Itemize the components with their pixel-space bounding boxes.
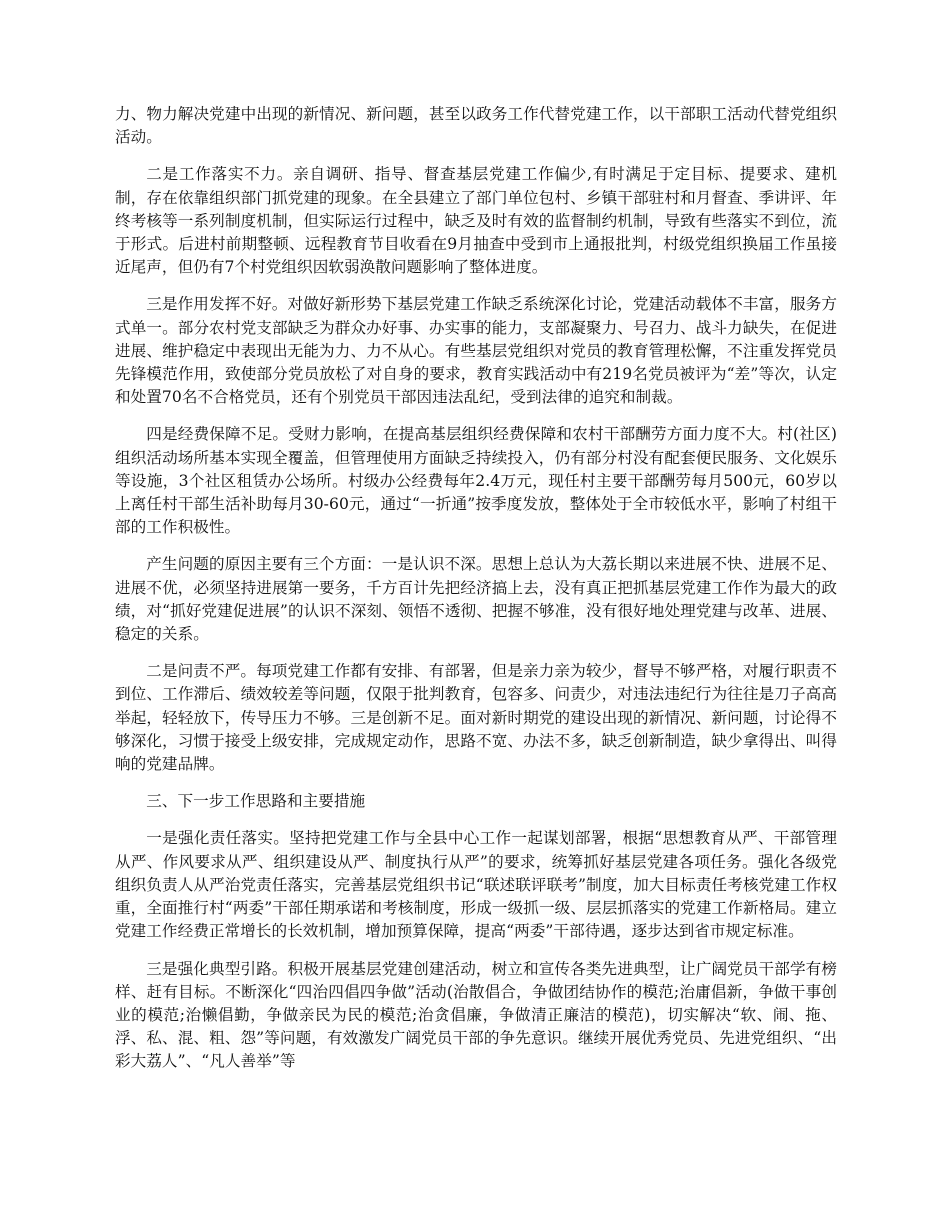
paragraph-responsibility: 一是强化责任落实。坚持把党建工作与全县中心工作一起谋划部署，根据“思想教育从严、干部管理从严、作风要求从严、组织建设从严、制度执行从严”的要求，统筹抓好基层党建各项任务。强化各级党组织负责人从严治党责任落实，完善基层党组织书记“联述联评联考”制度，加大目标责任考核党建工作权重，全面推行村“两委”干部任期承诺和考核制度，形成一级抓一级、层层抓落实的党建工作新格局。建立党建工作经费正常增长的长效机制，增加预算保障，提高“两委”干部待遇，逐步达到省市规定标准。: [115, 829, 837, 941]
paragraph-work-implementation: 二是工作落实不力。亲自调研、指导、督查基层党建工作偏少,有时满足于定目标、提要求、建机制，存在依靠组织部门抓党建的现象。在全县建立了部门单位包村、乡镇干部驻村和月督查、季讲评、年终考核等一系列制度机制，但实际运行过程中，缺乏及时有效的监督制约机制，导致有些落实不到位，流于形式。后进村前期整顿、远程教育节目收看在9月抽查中受到市上通报批判，村级党组织换届工作虽接近尾声，但仍有7个村党组织因软弱涣散问题影响了整体进度。: [115, 165, 837, 277]
paragraph-role-models: 三是强化典型引路。积极开展基层党建创建活动，树立和宣传各类先进典型，让广阔党员干部学有榜样、赶有目标。不断深化“四治四倡四争做”活动(治散倡合，争做团结协作的模范;治庸倡新，争做干事创业的模范;治懒倡勤，争做亲民为民的模范;治贪倡廉，争做清正廉洁的模范)，切实解决“软、闹、拖、浮、私、混、粗、怨”等问题，有效激发广阔党员干部的争先意识。继续开展优秀党员、先进党组织、“出彩大荔人”、“凡人善举”等: [115, 959, 837, 1071]
document-body: [115, 103, 837, 1074]
paragraph-continuation: 力、物力解决党建中出现的新情况、新问题，甚至以政务工作代替党建工作，以干部职工活动代替党组织活动。: [115, 105, 837, 147]
paragraph-funding: 四是经费保障不足。受财力影响，在提高基层组织经费保障和农村干部酬劳方面力度不大。村(社区)组织活动场所基本实现全覆盖，但管理使用方面缺乏持续投入，仍有部分村没有配套便民服务、文化娱乐等设施，3个社区租赁办公场所。村级办公经费每年2.4万元，现任村主要干部酬劳每月500元，60岁以上离任村干部生活补助每月30-60元，通过“一折通”按季度发放，整体处于全市较低水平，影响了村组干部的工作积极性。: [115, 425, 837, 537]
section-heading: 三、下一步工作思路和主要措施: [146, 792, 366, 811]
paragraph-causes: 产生问题的原因主要有三个方面：一是认识不深。思想上总认为大荔长期以来进展不快、进展不足、进展不优，必须坚持进展第一要务，千方百计先把经济搞上去，没有真正把抓基层党建工作作为最大的政绩，对“抓好党建促进展”的认识不深刻、领悟不透彻、把握不够准，没有很好地处理党建与改革、进展、稳定的关系。: [115, 555, 837, 644]
paragraph-role-performance: 三是作用发挥不好。对做好新形势下基层党建工作缺乏系统深化讨论，党建活动载体不丰富，服务方式单一。部分农村党支部缺乏为群众办好事、办实事的能力，支部凝聚力、号召力、战斗力缺失，在促进进展、维护稳定中表现出无能为力、力不从心。有些基层党组织对党员的教育管理松懈，不注重发挥党员先锋模范作用，致使部分党员放松了对自身的要求，教育实践活动中有219名党员被评为“差”等次，认定和处置70名不合格党员，还有个别党员干部因违法乱纪，受到法律的追究和制裁。: [115, 295, 837, 407]
paragraph-accountability: 二是问责不严。每项党建工作都有安排、有部署，但是亲力亲为较少，督导不够严格，对履行职责不到位、工作滞后、绩效较差等问题，仅限于批判教育，包容多、问责少，对违法违纪行为往往是刀子高高举起，轻轻放下，传导压力不够。三是创新不足。面对新时期党的建设出现的新情况、新问题，讨论得不够深化，习惯于接受上级安排，完成规定动作，思路不宽、办法不多，缺乏创新制造，缺少拿得出、叫得响的党建品牌。: [115, 662, 837, 774]
